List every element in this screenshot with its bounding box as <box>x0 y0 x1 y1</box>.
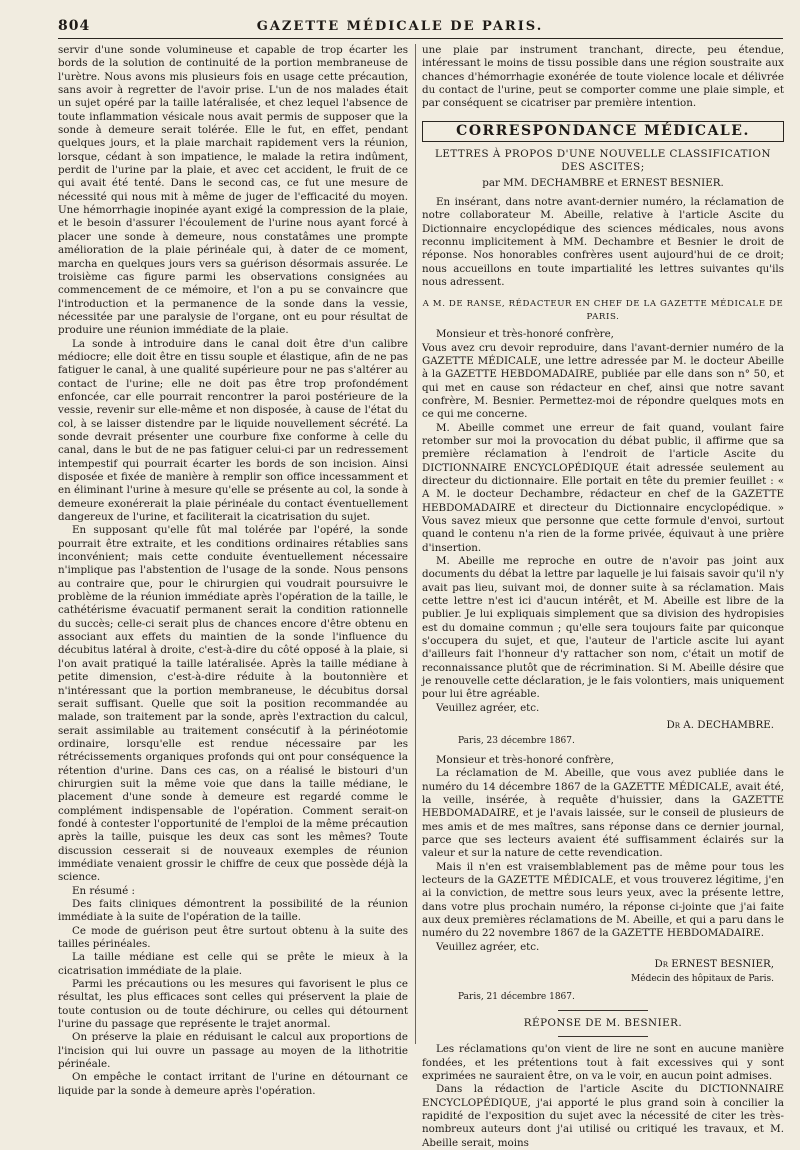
signature: Dr A. DECHAMBRE. <box>666 719 774 732</box>
paragraph: En supposant qu'elle fût mal tolérée par l'opéré, la sonde pourrait être extraite, et les conditions ordinaires rétablies sans inconvénient; mais cette conduite éventuellement nécessaire n'implique pas l'abstention de l'usage de la sonde. Nous pensons au contraire que, pour le chirurgien qui voudrait poursuivre le problème de la réunion immédiate après l'opération de la taille, le cathétérisme évacuatif permanent serait la condition rationnelle du succès; celle-ci serait plus de chances encore d'être obtenu en associant aux effets du maintien de la sonde l'influence du décubitus latéral à droite, c'est-à-dire du côté opposé à la plaie, si l'on avait pratiqué la taille latéralisée. Après la taille médiane à petite dimension, c'est-à-dire réduite à la boutonnière et n'intéressant que la portion membraneuse, le décubitus dorsal serait suffisant. Quelle que soit la position recommandée au malade, son traitement par la sonde, après l'extraction du calcul, serait assimilable au traitement consécutif à la périnéotomie ordinaire, lorsqu'elle est rendue nécessaire par les rétrécissements organiques profonds qui ont pour conséquence la rétention d'urine. Dans ces cas, on a réalisé le bistouri d'un chirurgien suit la même voie que dans la taille médiane, le placement d'une sonde à demeure est regardé comme le complément indispensable de l'opération. Comment serait-on fondé à contester l'opportunité de l'emploi de la même précaution après la taille, puisque les deux cas sont les mêmes? Toute discussion cesserait si de nouveaux exemples de réunion immédiate venaient grossir le chiffre de ceux que possède déjà la science. <box>58 524 408 884</box>
section-title: CORRESPONDANCE MÉDICALE. <box>422 121 784 142</box>
letter-salutation: Monsieur et très-honoré confrère, <box>436 328 614 341</box>
journal-title: GAZETTE MÉDICALE DE PARIS. <box>256 19 544 34</box>
divider <box>558 1036 648 1037</box>
paragraph: M. Abeille me reproche en outre de n'avoir pas joint aux documents du débat la lettre par laquelle je lui faisais savoir qu'il n'y avait pas lieu, suivant moi, de donner suite à sa réclamation. Mais cette lettre n'est ici d'aucun intérêt, et M. Abeille est libre de la publier. Je lui expliquais simplement que sa division des hydropisies est du domaine commun ; qu'elle sera toujours faite par quiconque s'occupera du sujet, et que, l'auteur de l'article ascite lui ayant d'ailleurs fait l'honneur d'y rattacher son nom, c'était un motif de reconnaissance plutôt que de récrimination. Si M. Abeille désire que je renouvelle cette déclaration, je le fais volontiers, mais uniquement pour lui être agréable. <box>422 555 784 701</box>
column-divider <box>415 44 416 1044</box>
paragraph: Mais il n'en est vraisemblablement pas de même pour tous les lecteurs de la GAZETTE MÉDICALE, et vous trouverez légitime, j'en ai la conviction, de mettre sous leurs yeux, avec la présente lettre, dans votre plus prochain numéro, la réponse ci-jointe que j'ai faite aux deux premières réclamations de M. Abeille, et qui a paru dans le numéro du 22 novembre 1867 de la GAZETTE HEBDOMADAIRE. <box>422 860 784 940</box>
letter-salutation: Monsieur et très-honoré confrère, <box>436 753 614 766</box>
paragraph: La réclamation de M. Abeille, que vous avez publiée dans le numéro du 14 décembre 1867 de la GAZETTE MÉDICALE, avait été, la veille, insérée, à requête d'huissier, dans la GAZETTE HEBDOMADAIRE, et je l'avais laissée, sur le conseil de plusieurs de mes amis et de mes maîtres, sans réponse dans ce dernier journal, parce que ses lecteurs avaient été suffisamment éclairés sur la valeur et sur la nature de cette revendication. <box>422 767 784 860</box>
date-line: Paris, 23 décembre 1867. <box>458 735 575 746</box>
summary-item: Parmi les précautions ou les mesures qui favorisent le plus ce résultat, les plus efficaces sont celles qui préservent la plaie de toute contusion ou de toute déchirure, ou celles qui détournent l'urine du passage que représente le trajet anormal. <box>58 978 408 1031</box>
paragraph: M. Abeille commet une erreur de fait quand, voulant faire retomber sur moi la provocation du débat public, il affirme que sa première réclamation à l'endroit de l'article Ascite du DICTIONNAIRE ENCYCLOPÉDIQUE était adressée seulement au directeur du dictionnaire. Elle portait en tête du premier feuillet : « A M. le docteur Dechambre, rédacteur en chef de la GAZETTE HEBDOMADAIRE et directeur du Dictionnaire encyclopédique. » Vous savez mieux que personne que cette formule d'envoi, surtout quand le contenu n'a rien de la forme privée, équivaut à une prière d'insertion. <box>422 421 784 554</box>
article-subtitle: LETTRES À PROPOS D'UNE NOUVELLE CLASSIFICATION DES ASCITES; <box>434 148 771 174</box>
summary-item: Des faits cliniques démontrent la possibilité de la réunion immédiate à la suite de l'opération de la taille. <box>58 898 408 924</box>
reply-title: RÉPONSE DE M. BESNIER. <box>523 1017 683 1030</box>
signature: Dr ERNEST BESNIER, <box>654 958 774 970</box>
header-rule <box>58 38 783 39</box>
summary-heading: En résumé : <box>72 884 135 897</box>
page-number: 804 <box>58 18 91 34</box>
letter-address: A M. DE RANSE, RÉDACTEUR EN CHEF DE LA GAZETTE MÉDICALE DE PARIS. <box>422 298 784 322</box>
paragraph: Vous avez cru devoir reproduire, dans l'avant-dernier numéro de la GAZETTE MÉDICALE, une lettre adressée par M. le docteur Abeille à la GAZETTE HEBDOMADAIRE, publiée par elle dans son n° 50, et qui met en cause son rédacteur en chef, ainsi que notre savant confrère, M. Besnier. Permettez-moi de répondre quelques mots en ce qui me concerne. <box>422 341 784 421</box>
paragraph: Dans la rédaction de l'article Ascite du DICTIONNAIRE ENCYCLOPÉDIQUE, j'ai apporté le plus grand soin à concilier la rapidité de l'exposition du sujet avec la nécessité de citer les très-nombreux auteurs dont j'ai utilisé ou critiqué les travaux, et M. Abeille serait, moins <box>422 1083 784 1149</box>
page-header <box>0 0 800 38</box>
paragraph: Les réclamations qu'on vient de lire ne sont en aucune manière fondées, et les prétentions tout à fait excessives qui y sont exprimées ne sauraient être, on va le voir, en aucun point admises. <box>422 1043 784 1083</box>
paragraph: servir d'une sonde volumineuse et capable de trop écarter les bords de la solution de continuité de la portion membraneuse de l'urètre. Nous avons mis plusieurs fois en usage cette précaution, sans avoir à regretter de l'avoir prise. L'un de nos malades était un sujet opéré par la taille latéralisée, et chez lequel l'absence de toute inflammation vésicale nous avait permis de supposer que la sonde à demeure serait tolérée. Elle le fut, en effet, pendant quelques jours, et la plaie marchait rapidement vers la réunion, lorsque, cédant à son impatience, le malade la retira indûment, perdit de l'urine par la plaie, et avec cet accident, le fruit de ce qui avait été tenté. Dans le second cas, ce fut une mesure de nécessité qui nous mit à même de juger de l'efficacité du moyen. Une hémorrhagie inopinée ayant exigé la compression de la plaie, et le besoin d'assurer l'écoulement de l'urine nous ayant forcé à placer une sonde à demeure, nous constatâmes une prompte amélioration de la plaie périnéale qui, à dater de ce moment, marcha en quelques jours vers sa guérison désormais assurée. Le troisième cas figure parmi les observations consignées au commencement de ce mémoire, et l'on a pu se convaincre que l'introduction et la permanence de la sonde dans la vessie, nécessitée par une paralysie de l'organe, ont eu pour résultat de produire une réunion immédiate de la plaie. <box>58 44 408 337</box>
article-authors: par MM. DECHAMBRE et ERNEST BESNIER. <box>482 176 724 189</box>
summary-item: On empêche le contact irritant de l'urine en détournant ce liquide par la sonde à demeure après l'opération. <box>58 1071 408 1097</box>
editorial-note: En insérant, dans notre avant-dernier numéro, la réclamation de notre collaborateur M. Abeille, relative à l'article Ascite du Dictionnaire encyclopédique des sciences médicales, nous avons reconnu implicitement à MM. Dechambre et Besnier le droit de réponse. Nos honorables confrères usent aujourd'hui de ce droit; nous accueillons en toute impartialité les lettres suivantes qu'ils nous adressent. <box>422 196 784 289</box>
signature-note: Médecin des hôpitaux de Paris. <box>631 974 774 985</box>
paragraph: La sonde à introduire dans le canal doit être d'un calibre médiocre; elle doit être en tissu souple et élastique, afin de ne pas fatiguer le canal, à une qualité supérieure pour ne pas s'altérer au contact de l'urine; elle ne doit pas être trop profondément enfoncée, car elle pourrait rencontrer la paroi postérieure de la vessie, revenir sur elle-même et non disposée, à cause de l'état du col, à se laisser distendre par le liquide nouvellement sécrété. La sonde devrait présenter une courbure fixe conforme à celle du canal, dans le but de ne pas fatiguer celui-ci par un redressement intempestif qui pourrait écarter les bords de son incision. Ainsi disposée et fixée de manière à remplir son office incessamment et en éliminant l'urine à mesure qu'elle se présente au col, la sonde à demeure exonérerait la plaie périnéale du contact éventuellement dangereux de l'urine, et faciliterait la cicatrisation du sujet. <box>58 337 408 524</box>
right-column <box>422 44 784 1149</box>
summary-item: La taille médiane est celle qui se prête le mieux à la cicatrisation immédiate de la plaie. <box>58 951 408 977</box>
divider <box>558 1010 648 1011</box>
left-column <box>58 44 408 1097</box>
summary-item: On préserve la plaie en réduisant le calcul aux proportions de l'incision qui lui ouvre un passage au moyen de la lithotritie périnéale. <box>58 1031 408 1071</box>
closing: Veuillez agréer, etc. <box>436 940 540 953</box>
paragraph: une plaie par instrument tranchant, directe, peu étendue, intéressant le moins de tissu possible dans une région soustraite aux chances d'hémorrhagie exonérée de toute violence locale et délivrée du contact de l'urine, peut se comporter comme une plaie simple, et par conséquent se cicatriser par première intention. <box>422 44 784 110</box>
summary-item: Ce mode de guérison peut être surtout obtenu à la suite des tailles périnéales. <box>58 924 408 951</box>
date-line: Paris, 21 décembre 1867. <box>458 991 575 1002</box>
closing: Veuillez agréer, etc. <box>436 701 540 714</box>
